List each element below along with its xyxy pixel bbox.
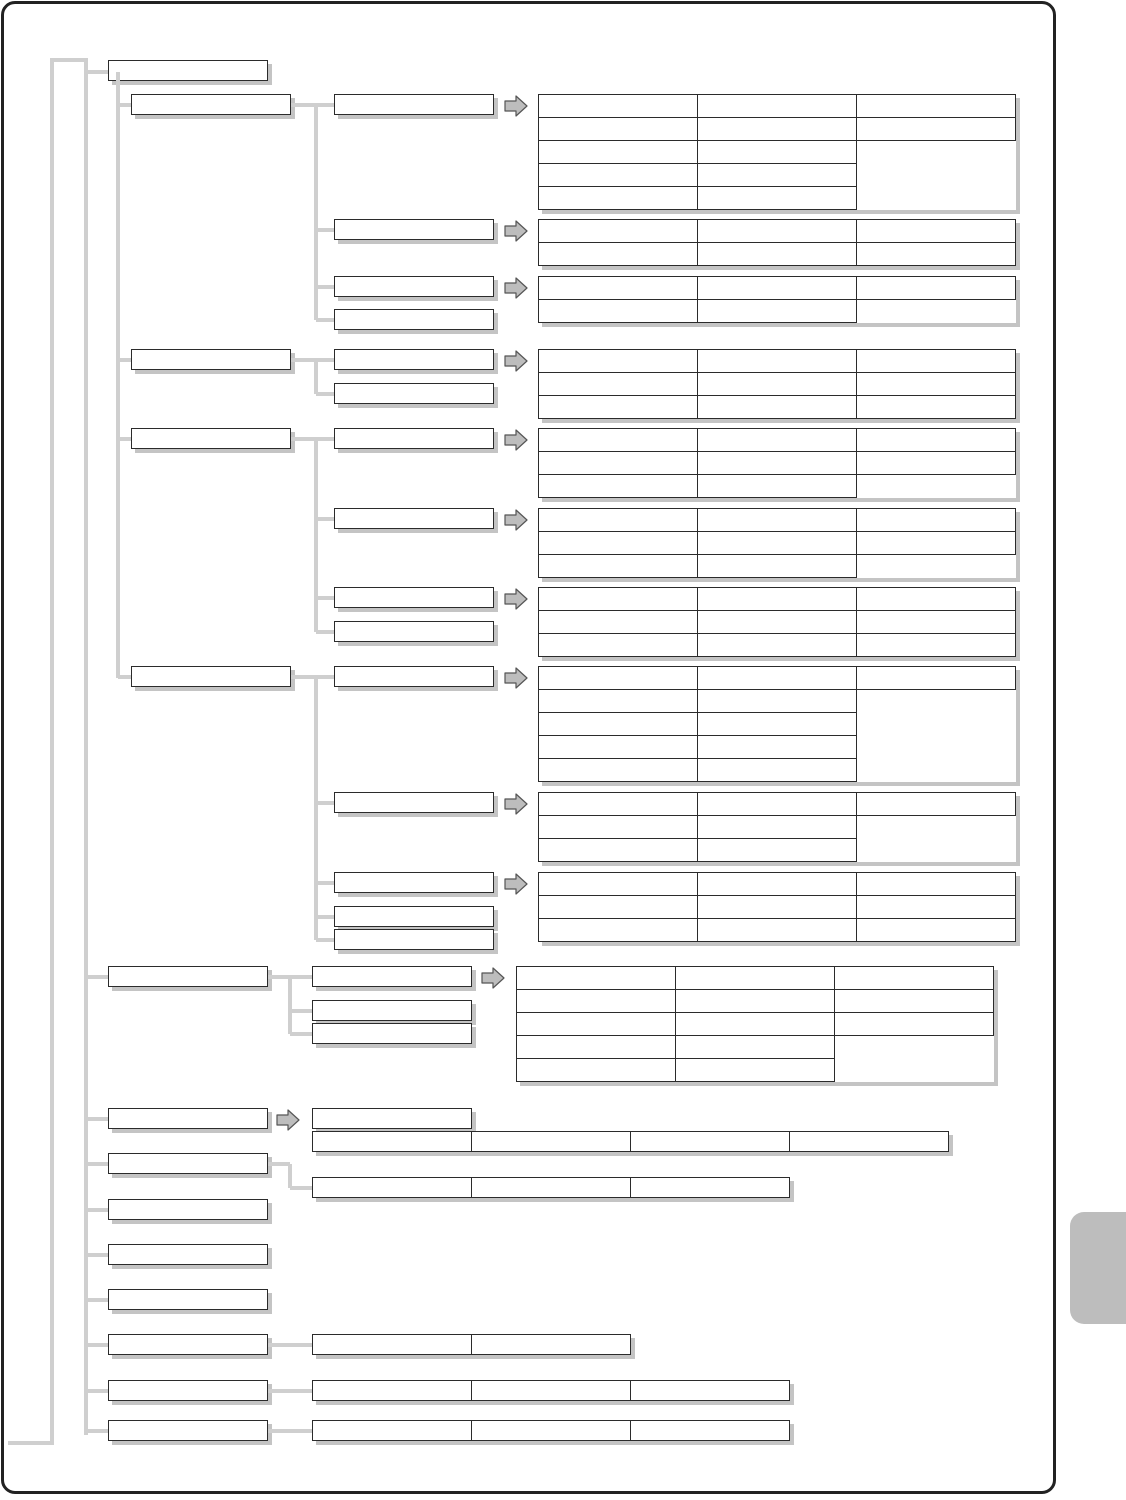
option-cell [539, 141, 698, 164]
option-cell [698, 141, 857, 164]
arrow-right-icon [275, 1109, 301, 1131]
connector-horizontal [86, 1429, 108, 1433]
option-cell [698, 350, 857, 373]
option-cell [835, 990, 994, 1013]
connector-horizontal [86, 1389, 108, 1393]
sub-item [334, 219, 494, 240]
option-cell [857, 634, 1016, 657]
option-row [539, 452, 1016, 475]
menu-item [108, 966, 268, 987]
option-cell [835, 1013, 994, 1036]
option-cell [698, 793, 857, 816]
connector-horizontal [316, 392, 334, 396]
option-cell [676, 990, 835, 1013]
option-row [539, 300, 1016, 323]
option-cell [698, 555, 857, 578]
menu-item [108, 1334, 268, 1355]
submenu-item [131, 349, 291, 370]
option-cell [539, 896, 698, 919]
arrow-right-icon [503, 277, 529, 299]
option-cell [698, 588, 857, 611]
option-cell [539, 164, 698, 187]
option-row [539, 919, 1016, 942]
chapter-tab [1070, 1212, 1126, 1324]
option-cell [539, 713, 698, 736]
option-row [517, 1013, 994, 1036]
empty-cell [857, 690, 1016, 713]
menu-item [108, 1199, 268, 1220]
sub-item [334, 508, 494, 529]
connector-vertical [288, 1164, 292, 1188]
arrow-right-icon [503, 873, 529, 895]
connector-horizontal [268, 1429, 312, 1433]
connector-horizontal [8, 1441, 52, 1445]
option-cell [857, 919, 1016, 942]
option-table [516, 966, 994, 1082]
connector-vertical [314, 677, 318, 940]
option-cell [857, 611, 1016, 634]
option-cell [698, 475, 857, 498]
connector-horizontal [118, 675, 131, 679]
connector-horizontal [86, 70, 108, 74]
option-cell [835, 967, 994, 990]
option-cell [539, 588, 698, 611]
option-cell [698, 690, 857, 713]
arrow-right-icon [503, 429, 529, 451]
empty-cell [857, 141, 1016, 164]
connector-vertical [84, 58, 88, 1435]
connector-horizontal [118, 437, 131, 441]
option-cell [312, 1380, 472, 1401]
option-cell [698, 243, 857, 266]
option-row [539, 873, 1016, 896]
connector-horizontal [291, 358, 316, 362]
option-cell [698, 839, 857, 862]
option-cell [517, 1013, 676, 1036]
option-row [539, 611, 1016, 634]
option-cell [698, 736, 857, 759]
option-cell [471, 1177, 631, 1198]
option-cell [698, 396, 857, 419]
option-cell [857, 793, 1016, 816]
sub-item [334, 276, 494, 297]
option-row [517, 1036, 994, 1059]
option-cell [630, 1380, 790, 1401]
option-cell [676, 1036, 835, 1059]
arrow-right-icon [503, 793, 529, 815]
option-cell [539, 452, 698, 475]
empty-cell [857, 759, 1016, 782]
connector-horizontal [316, 318, 334, 322]
menu-item [108, 1380, 268, 1401]
empty-cell [857, 164, 1016, 187]
empty-cell [835, 1036, 994, 1059]
menu-item [108, 60, 268, 81]
option-cell [857, 509, 1016, 532]
option-row [539, 634, 1016, 657]
option-cell [698, 429, 857, 452]
option-cell [312, 1420, 472, 1441]
empty-cell [857, 300, 1016, 323]
option-cell [539, 187, 698, 210]
option-cell [698, 667, 857, 690]
connector-vertical [116, 72, 120, 678]
connector-horizontal [86, 975, 108, 979]
connector-vertical [314, 360, 318, 394]
option-cell [676, 967, 835, 990]
option-cell [312, 1334, 472, 1355]
option-cell [857, 350, 1016, 373]
option-row [517, 967, 994, 990]
option-row [539, 475, 1016, 498]
submenu-item [131, 428, 291, 449]
option-cell [539, 873, 698, 896]
option-row [539, 118, 1016, 141]
sub-item [334, 349, 494, 370]
arrow-right-icon [503, 588, 529, 610]
empty-cell [857, 816, 1016, 839]
option-row [539, 736, 1016, 759]
connector-horizontal [86, 1253, 108, 1257]
sub-item [312, 1023, 472, 1044]
option-cell [857, 873, 1016, 896]
sub-item [312, 966, 472, 987]
option-cell [857, 373, 1016, 396]
option-cell [857, 277, 1016, 300]
connector-horizontal [52, 58, 86, 62]
connector-vertical [288, 977, 292, 1034]
option-cell [857, 118, 1016, 141]
option-row [539, 164, 1016, 187]
option-cell [539, 396, 698, 419]
option-cell [698, 919, 857, 942]
empty-cell [857, 713, 1016, 736]
option-cell [698, 277, 857, 300]
option-row [539, 690, 1016, 713]
option-cell [698, 118, 857, 141]
option-cell [312, 1177, 472, 1198]
option-cell [539, 793, 698, 816]
sub-item [334, 94, 494, 115]
connector-horizontal [316, 675, 334, 679]
option-cell [539, 95, 698, 118]
connector-horizontal [290, 975, 312, 979]
option-row [539, 95, 1016, 118]
option-cell [471, 1420, 631, 1441]
option-table [538, 872, 1016, 942]
option-table [538, 508, 1016, 578]
option-row [517, 990, 994, 1013]
option-cell [539, 373, 698, 396]
option-cell [539, 118, 698, 141]
option-cell [517, 967, 676, 990]
option-row [539, 187, 1016, 210]
option-cell [539, 555, 698, 578]
arrow-right-icon [503, 350, 529, 372]
empty-cell [857, 555, 1016, 578]
option-cell [539, 839, 698, 862]
connector-horizontal [268, 1162, 290, 1166]
option-cell [857, 243, 1016, 266]
option-row [539, 555, 1016, 578]
connector-horizontal [118, 103, 131, 107]
connector-horizontal [268, 975, 290, 979]
sub-item [334, 906, 494, 927]
menu-item [108, 1244, 268, 1265]
option-cell [698, 164, 857, 187]
connector-horizontal [118, 358, 131, 362]
option-row [539, 667, 1016, 690]
option-cell [857, 396, 1016, 419]
option-cell [698, 713, 857, 736]
connector-horizontal [290, 1186, 312, 1190]
option-row [539, 373, 1016, 396]
sub-item [334, 383, 494, 404]
connector-horizontal [291, 103, 316, 107]
option-row [539, 509, 1016, 532]
option-cell [857, 532, 1016, 555]
option-row [517, 1059, 994, 1082]
option-cell [539, 759, 698, 782]
option-table [538, 587, 1016, 657]
connector-horizontal [291, 675, 316, 679]
option-cell [312, 1131, 472, 1152]
option-table [538, 428, 1016, 498]
option-cell [539, 475, 698, 498]
option-cell [698, 373, 857, 396]
option-cell [698, 95, 857, 118]
connector-horizontal [86, 1162, 108, 1166]
option-row [539, 277, 1016, 300]
option-cell [857, 667, 1016, 690]
connector-horizontal [316, 517, 334, 521]
option-cell [698, 187, 857, 210]
connector-horizontal [316, 285, 334, 289]
connector-horizontal [268, 1389, 312, 1393]
connector-horizontal [316, 801, 334, 805]
option-cell [539, 220, 698, 243]
option-cell [539, 919, 698, 942]
option-cell [630, 1177, 790, 1198]
option-cell [857, 220, 1016, 243]
option-cell [857, 95, 1016, 118]
option-cell [698, 220, 857, 243]
sub-item [334, 428, 494, 449]
option-cell [698, 300, 857, 323]
option-cell [698, 896, 857, 919]
option-cell [539, 736, 698, 759]
option-row [539, 816, 1016, 839]
option-row [539, 243, 1016, 266]
connector-horizontal [316, 437, 334, 441]
arrow-right-icon [503, 509, 529, 531]
option-cell [698, 816, 857, 839]
connector-horizontal [290, 1032, 312, 1036]
menu-item [108, 1108, 268, 1129]
option-cell [698, 759, 857, 782]
connector-horizontal [316, 228, 334, 232]
option-row [539, 429, 1016, 452]
sub-item [312, 1000, 472, 1021]
option-cell [698, 532, 857, 555]
menu-item [108, 1289, 268, 1310]
arrow-right-icon [503, 95, 529, 117]
option-cell [517, 990, 676, 1013]
option-cell [857, 452, 1016, 475]
option-cell [539, 611, 698, 634]
option-table [538, 219, 1016, 266]
option-cell [539, 667, 698, 690]
arrow-right-icon [503, 220, 529, 242]
connector-horizontal [268, 1343, 312, 1347]
option-cell [676, 1059, 835, 1082]
option-cell [698, 452, 857, 475]
option-cell [539, 429, 698, 452]
option-row [539, 896, 1016, 919]
empty-cell [857, 187, 1016, 210]
option-cell [471, 1380, 631, 1401]
option-cell [857, 588, 1016, 611]
connector-horizontal [316, 358, 334, 362]
sub-item [334, 872, 494, 893]
option-cell [698, 611, 857, 634]
connector-horizontal [316, 915, 334, 919]
option-row [539, 759, 1016, 782]
connector-horizontal [316, 630, 334, 634]
option-cell [857, 896, 1016, 919]
option-row [539, 839, 1016, 862]
connector-horizontal [316, 881, 334, 885]
connector-horizontal [316, 103, 334, 107]
option-cell [517, 1036, 676, 1059]
empty-cell [857, 736, 1016, 759]
option-row [539, 141, 1016, 164]
option-cell [471, 1334, 631, 1355]
arrow-right-icon [480, 967, 506, 989]
option-row [539, 588, 1016, 611]
submenu-item [131, 94, 291, 115]
option-row [539, 350, 1016, 373]
sub-item [334, 621, 494, 642]
option-row [539, 220, 1016, 243]
option-table [538, 276, 1016, 323]
option-cell [539, 300, 698, 323]
option-row [539, 713, 1016, 736]
empty-cell [857, 475, 1016, 498]
connector-horizontal [86, 1117, 108, 1121]
menu-item [108, 1420, 268, 1441]
option-cell [539, 690, 698, 713]
option-cell [539, 816, 698, 839]
option-table [538, 94, 1016, 210]
option-cell [539, 532, 698, 555]
connector-vertical [314, 439, 318, 632]
option-cell [698, 873, 857, 896]
option-cell [539, 509, 698, 532]
option-cell [539, 350, 698, 373]
connector-horizontal [316, 938, 334, 942]
arrow-right-icon [503, 667, 529, 689]
connector-horizontal [291, 437, 316, 441]
option-cell [630, 1420, 790, 1441]
sub-item [334, 666, 494, 687]
sub-item [334, 929, 494, 950]
sub-item [334, 792, 494, 813]
option-cell [539, 277, 698, 300]
option-cell [676, 1013, 835, 1036]
connector-horizontal [316, 596, 334, 600]
option-table [538, 349, 1016, 419]
empty-cell [857, 839, 1016, 862]
option-cell [471, 1131, 631, 1152]
option-table [538, 792, 1016, 862]
sub-item [334, 587, 494, 608]
option-cell [698, 634, 857, 657]
connector-horizontal [86, 1298, 108, 1302]
option-cell [789, 1131, 949, 1152]
empty-cell [835, 1059, 994, 1082]
option-cell [630, 1131, 790, 1152]
option-cell [517, 1059, 676, 1082]
option-table [538, 666, 1016, 782]
option-cell [857, 429, 1016, 452]
option-cell [539, 634, 698, 657]
connector-horizontal [86, 1208, 108, 1212]
connector-vertical [50, 58, 54, 1445]
submenu-item [131, 666, 291, 687]
sub-item [334, 309, 494, 330]
sub-item [312, 1108, 472, 1129]
connector-horizontal [86, 1343, 108, 1347]
connector-horizontal [290, 1009, 312, 1013]
option-row [539, 793, 1016, 816]
option-row [539, 396, 1016, 419]
option-row [539, 532, 1016, 555]
menu-item [108, 1153, 268, 1174]
option-cell [698, 509, 857, 532]
option-cell [539, 243, 698, 266]
